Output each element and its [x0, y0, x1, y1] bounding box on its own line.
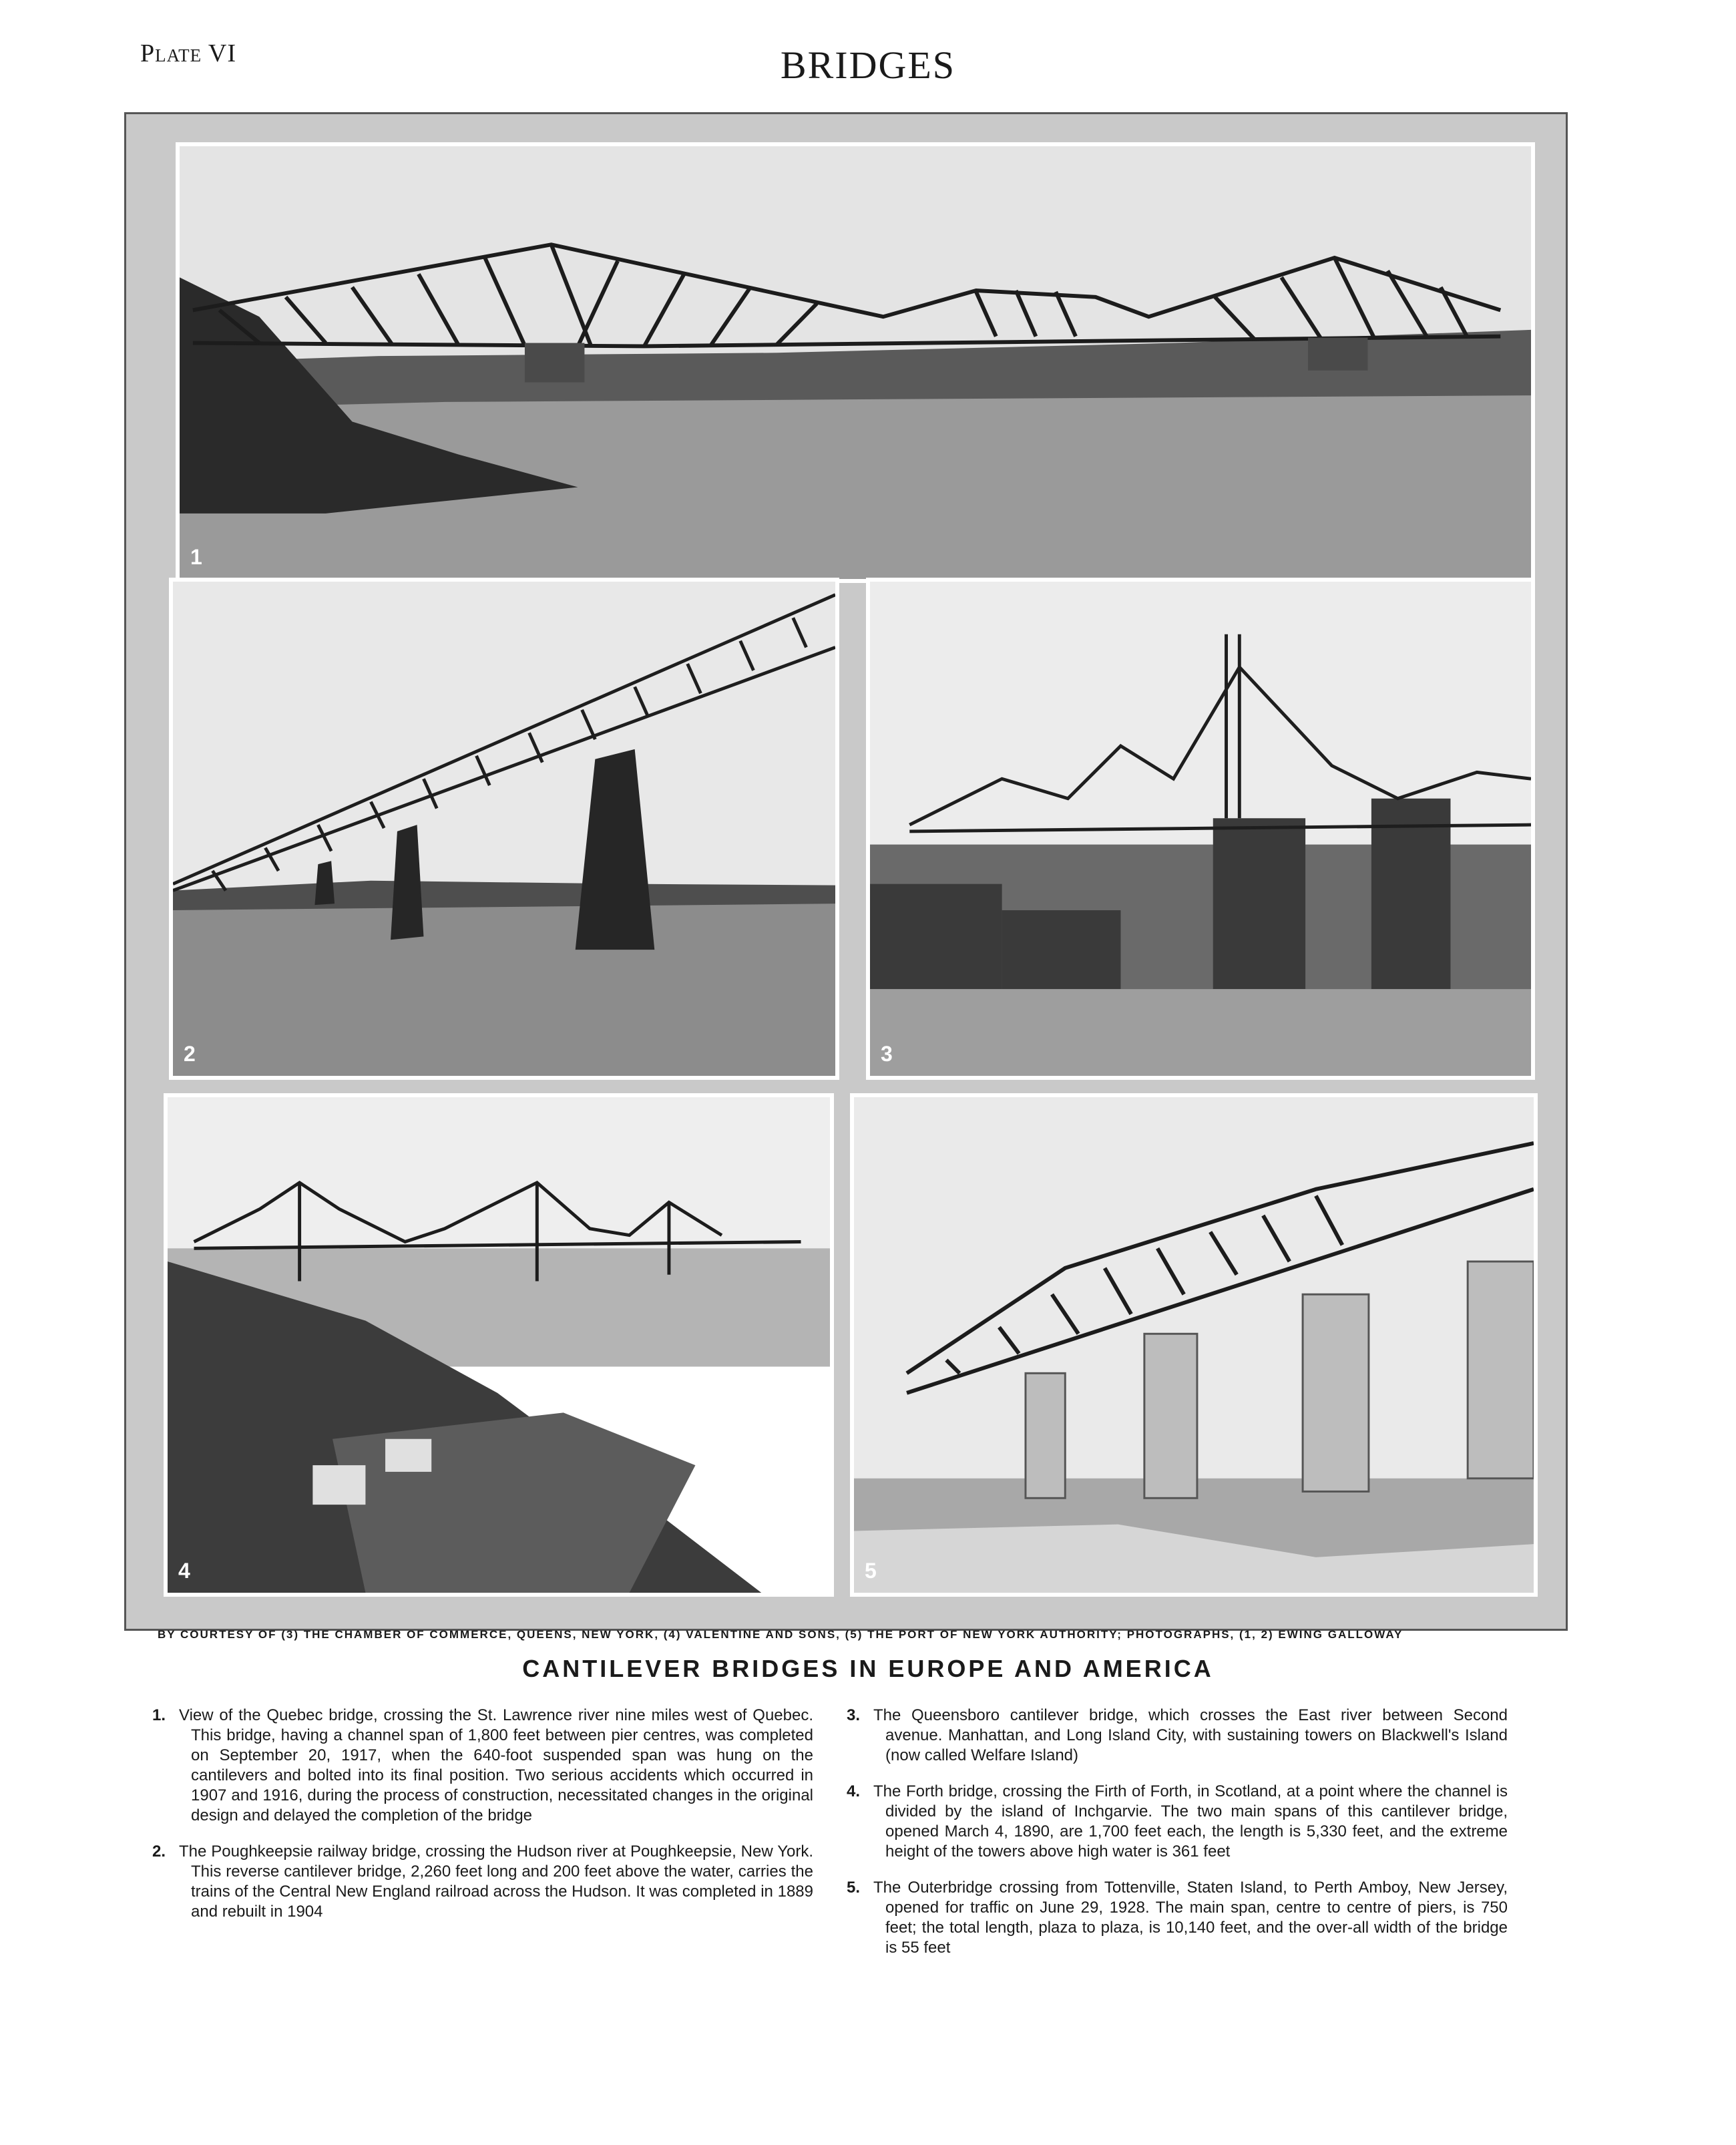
- caption-4: [847, 1782, 1508, 1862]
- photo-queensboro-bridge: [866, 578, 1535, 1080]
- photo-number: 1: [190, 545, 202, 569]
- forth-bridge-image: [168, 1097, 830, 1593]
- caption-2: [152, 1842, 813, 1922]
- photo-poughkeepsie-bridge: [169, 578, 839, 1080]
- caption-text: The Forth bridge, crossing the Firth of Forth, in Scotland, at a point where the channel is divided by the island of Inchgarvie. The two main spans of this cantilever bridge, opened March 4, 1890, are 1,700 feet each, the length is 5,330 feet, and the extreme height of the towers above high water is 361 feet: [873, 1782, 1508, 1861]
- plate-label: Plate VI: [140, 39, 237, 67]
- captions-right-column: [847, 1690, 1508, 1965]
- photo-number: 5: [865, 1559, 877, 1583]
- captions-left-column: [152, 1690, 813, 1929]
- section-title: CANTILEVER BRIDGES IN EUROPE AND AMERICA: [522, 1655, 1214, 1682]
- caption-text: View of the Quebec bridge, crossing the St. Lawrence river nine miles west of Quebec. This bridge, having a channel span of 1,800 feet between pier centres, was completed on September 20, 1917, when the 640-foot suspended span was hung on the cantilevers and bolted into its final position. Two serious accidents which occurred in 1907 and 1916, during the process of construction, necessitated changes in the original design and delayed the completion of the bridge: [179, 1706, 813, 1824]
- caption-text: The Outerbridge crossing from Tottenville, Staten Island, to Perth Amboy, New Jersey, opened for traffic on June 29, 1928. The main span, centre to centre of piers, is 750 feet; the total length, plaza to plaza, is 10,140 feet, and the over-all width of the bridge is 55 feet: [873, 1879, 1508, 1957]
- photo-quebec-bridge: [176, 142, 1535, 583]
- caption-text: The Queensboro cantilever bridge, which crosses the East river between Second avenue. Manhattan, and Long Island City, with sustaining towers on Blackwell's Island (now called Welfare Island): [873, 1706, 1508, 1764]
- caption-number: 3.: [847, 1706, 861, 1724]
- photo-credit: BY COURTESY OF (3) THE CHAMBER OF COMMERCE, QUEENS, NEW YORK, (4) VALENTINE AND SONS, (5) THE PORT OF NEW YORK AUTHORITY; PHOTOGRAPHS, (1, 2) EWING GALLOWAY: [158, 1628, 1403, 1641]
- caption-1: [152, 1706, 813, 1826]
- photo-number: 3: [881, 1042, 893, 1066]
- caption-number: 4.: [847, 1782, 861, 1800]
- photo-number: 2: [184, 1042, 196, 1066]
- caption-3: [847, 1706, 1508, 1766]
- caption-number: 2.: [152, 1842, 166, 1861]
- photo-forth-bridge: [164, 1093, 834, 1597]
- outerbridge-crossing-image: [854, 1097, 1534, 1593]
- caption-text: The Poughkeepsie railway bridge, crossing the Hudson river at Poughkeepsie, New York. This reverse cantilever bridge, 2,260 feet long and 200 feet above the water, carries the trains of the Central New England railroad across the Hudson. It was completed in 1889 and rebuilt in 1904: [179, 1842, 813, 1921]
- photo-number: 4: [178, 1559, 190, 1583]
- photo-outerbridge-crossing: [850, 1093, 1538, 1597]
- photo-plate: [124, 112, 1568, 1631]
- quebec-bridge-image: [180, 146, 1531, 579]
- page-title: BRIDGES: [780, 43, 956, 87]
- caption-5: [847, 1878, 1508, 1958]
- caption-number: 5.: [847, 1879, 861, 1897]
- poughkeepsie-bridge-image: [173, 582, 835, 1076]
- caption-number: 1.: [152, 1706, 166, 1724]
- queensboro-bridge-image: [870, 582, 1531, 1076]
